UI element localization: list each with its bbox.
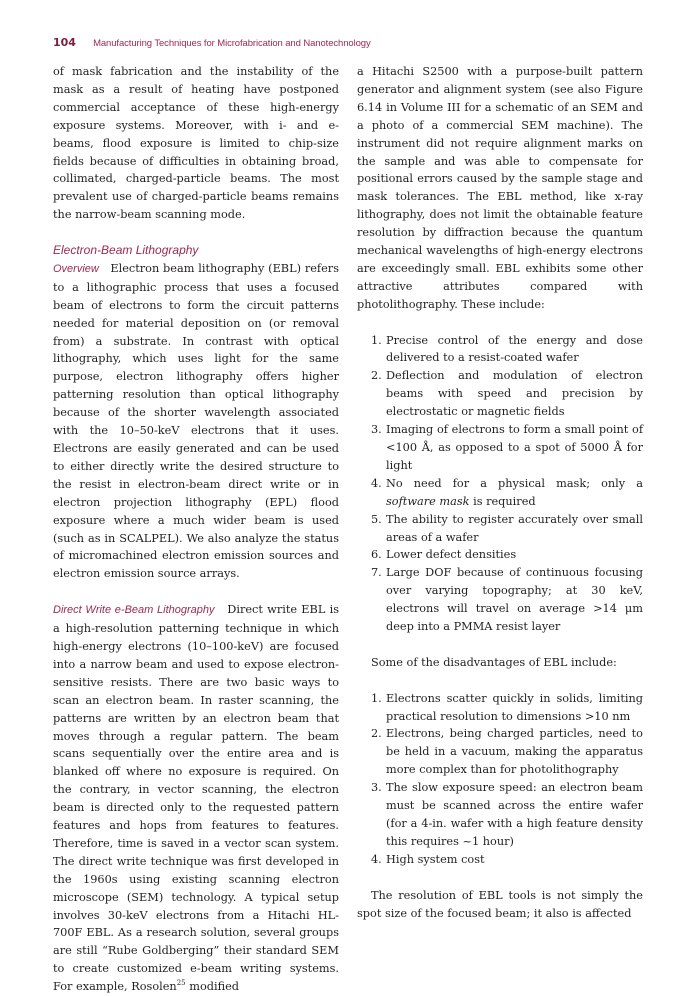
direct-write-text-end: modified (185, 980, 240, 994)
overview-text: Electron beam lithography (EBL) refers to a lithographic process that uses a focused beam of electrons to form the circuit patterns needed for material deposition on (or removal from) a substrate. In contrast with optical lithography, which uses light for the same purpose, electron lithography offers higher patterning resolution than optical lithography because of the shorter wavelength associated with the 10–50-keV electrons that it uses. Electrons are easily generated and can be used to either directly write the desired structure to the resist in electron-beam direct write or in electron projection lithography (EPL) flood exposure where a much wider beam is used (such as in SCALPEL). We also analyze the status of micromachined electron emission sources and electron emission source arrays. (53, 261, 339, 581)
paragraph-overview (53, 260, 339, 583)
reference-superscript: 25 (176, 979, 186, 988)
list-item: 2. Electrons, being charged particles, need to be held in a vacuum, making the apparatus more complex than for photolithography (371, 727, 643, 777)
run-in-heading-overview: Overview (53, 262, 99, 275)
list-item: 5. The ability to register accurately over small areas of a wafer (371, 512, 643, 544)
list-item: 7. Large DOF because of continuous focusing over varying topography; at 30 keV, electrons will travel on average >14 μm deep into a PMMA resist layer (371, 566, 643, 634)
paragraph-resolution: The resolution of EBL tools is not simply the spot size of the focused beam; it also is affected (357, 888, 643, 920)
paragraph-hitachi: a Hitachi S2500 with a purpose-built pattern generator and alignment system (see also Figure 6.14 in Volume III for a schematic of an SEM and a photo of a commercial SEM machine). The instrument did not require alignment marks on the sample and was able to compensate for positional errors caused by the sample stage and mask tolerances. The EBL method, like x-ray lithography, does not limit the obtainable feature resolution by diffraction because the quantum mechanical wavelengths of high-energy electrons are exceedingly small. EBL exhibits some other attractive attributes compared with photolithography. These include: (357, 65, 643, 311)
disadvantages-intro: Some of the disadvantages of EBL include: (371, 655, 617, 669)
running-title: Manufacturing Techniques for Microfabrication and Nanotechnology (93, 38, 371, 49)
advantages-list (357, 332, 643, 636)
run-in-heading-direct-write: Direct Write e-Beam Lithography (53, 604, 215, 617)
list-item: 3. Imaging of electrons to form a small point of <100 Å, as opposed to a spot of 5000 Å for light (371, 423, 643, 472)
section-heading: Electron-Beam Lithography (53, 243, 199, 258)
list-item: 1. Electrons scatter quickly in solids, limiting practical resolution to dimensions >10 nm (371, 691, 643, 723)
list-item: 2. Deflection and modulation of electron beams with speed and precision by electrostatic or magnetic fields (371, 369, 643, 419)
direct-write-text: Direct write EBL is a high-resolution patterning technique in which high-energy electrons (10–100-keV) are focused into a narrow beam and used to expose electron-sensitive resists. There are two basic ways to scan an electron beam. In raster scanning, the patterns are written by an electron beam that moves through a regular pattern. The beam scans sequentially over the entire area and is blanked off where no exposure is required. On the contrary, in vector scanning, the electron beam is directed only to the requested pattern features and hops from features to features. Therefore, time is saved in a vector scan system. The direct write technique was first developed in the 1960s using existing scanning electron microscope (SEM) technology. A typical setup involves 30-keV electrons from a Hitachi HL-700F EBL. As a research solution, several groups are still “Rube Goldberging” their standard SEM to create customized e-beam writing systems. For example, Rosolen (53, 603, 340, 994)
list-item: 4. No need for a physical mask; only a software mask is required (371, 476, 643, 508)
paragraph-mask-fabrication: of mask fabrication and the instability of the mask as a result of heating have postponed commercial acceptance of these high-energy exposure systems. Moreover, with i- and e-beams, flood exposure is limited to chip-size fields because of difficulties in obtaining broad, collimated, charged-particle beams. The most prevalent use of charged-particle beams remains the narrow-beam scanning mode. (53, 65, 339, 222)
list-item: 3. The slow exposure speed: an electron beam must be scanned across the entire wafer (for a 4-in. wafer with a high feature density this requires ~1 hour) (371, 781, 643, 848)
page-header (53, 31, 371, 47)
right-column (357, 63, 643, 922)
left-column (53, 63, 339, 996)
paragraph-direct-write (53, 601, 339, 996)
disadvantages-list (357, 690, 643, 869)
list-item: 6. Lower defect densities (371, 548, 517, 562)
page-number: 104 (53, 36, 76, 49)
list-item: 4. High system cost (371, 852, 485, 866)
list-item: 1. Precise control of the energy and dose delivered to a resist-coated wafer (371, 333, 643, 365)
